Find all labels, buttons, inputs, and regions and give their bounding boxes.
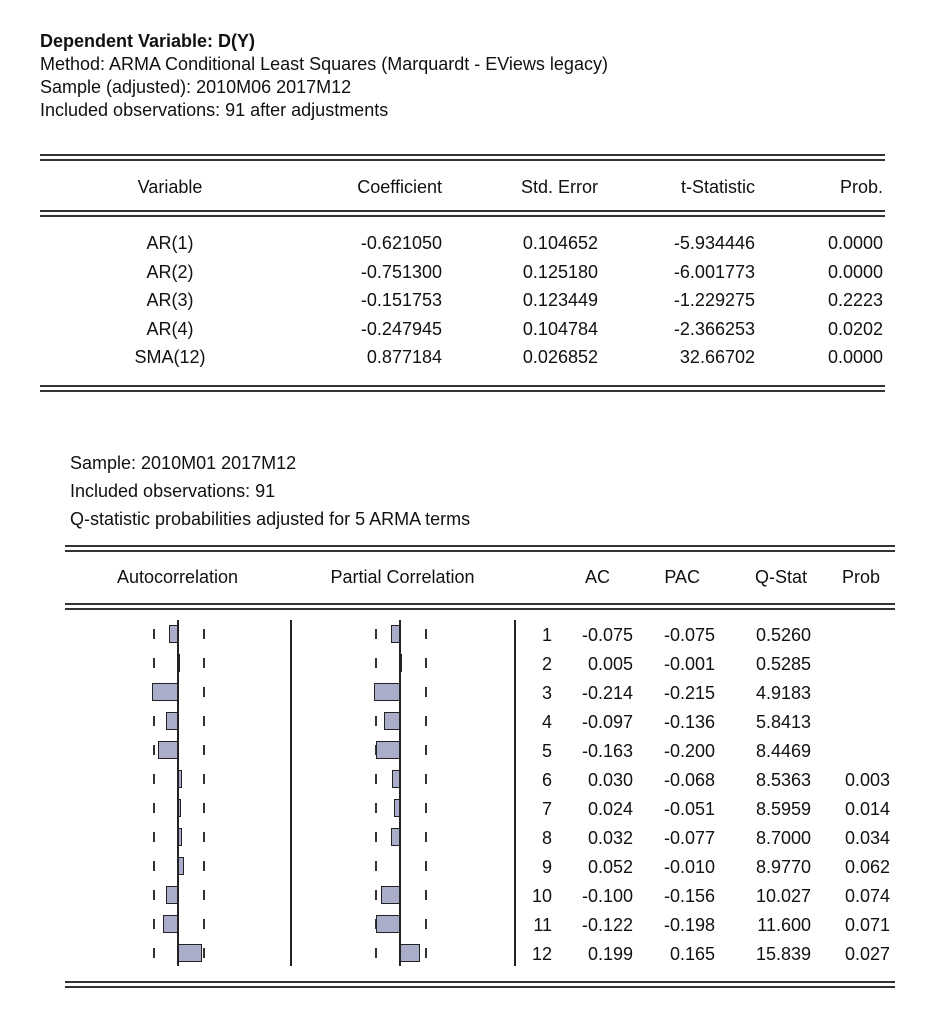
confidence-band-tick (203, 861, 205, 871)
pac-value: -0.075 (663, 625, 715, 645)
q-stat-value: 8.7000 (755, 828, 811, 848)
prob-value: 0.014 (844, 799, 890, 819)
confidence-band-tick (375, 803, 377, 813)
pac-value: -0.010 (663, 857, 715, 877)
table-header-rule (40, 210, 885, 212)
ac-value: -0.214 (581, 683, 633, 703)
pac-value: -0.156 (663, 886, 715, 906)
prob-value: 0.062 (844, 857, 890, 877)
lag-number: 5 (541, 741, 552, 761)
regression-cell-variable: AR(4) (146, 318, 194, 339)
prob-value: 0.071 (844, 915, 890, 935)
lag-number: 6 (541, 770, 552, 790)
regression-cell-coefficient: -0.621050 (360, 233, 442, 253)
confidence-band-tick (153, 832, 155, 842)
prob-value: 0.074 (844, 886, 890, 906)
confidence-band-tick (153, 919, 155, 929)
pac-value: -0.068 (663, 770, 715, 790)
ac-bar (158, 741, 178, 759)
ac-bar (163, 915, 178, 933)
ac-bar (166, 712, 178, 730)
regression-cell-std-error: 0.125180 (522, 261, 598, 282)
confidence-band-tick (203, 629, 205, 639)
q-stat-value: 10.027 (755, 886, 811, 906)
confidence-band-tick (153, 745, 155, 755)
method-line: Method: ARMA Conditional Least Squares (Marquardt - EViews legacy) (40, 54, 608, 74)
regression-cell-variable: AR(3) (146, 290, 194, 311)
q-stat-value: 5.8413 (755, 712, 811, 732)
confidence-band-tick (375, 658, 377, 668)
correlogram-header-ac: AC (584, 567, 610, 587)
confidence-band-tick (375, 716, 377, 726)
prob-value: 0.027 (844, 944, 890, 964)
ac-value: 0.052 (587, 857, 633, 877)
regression-cell-coefficient: -0.247945 (360, 318, 442, 339)
pac-value: -0.136 (663, 712, 715, 732)
confidence-band-tick (425, 629, 427, 639)
prob-value: 0.003 (844, 770, 890, 790)
confidence-band-tick (375, 948, 377, 958)
regression-cell-variable: SMA(12) (134, 347, 206, 368)
confidence-band-tick (375, 832, 377, 842)
column-header-variable: Variable (137, 177, 203, 197)
ac-bar (178, 799, 181, 817)
confidence-band-tick (425, 803, 427, 813)
pac-value: -0.001 (663, 654, 715, 674)
confidence-band-tick (153, 658, 155, 668)
pac-bar (376, 741, 400, 759)
pac-bar (384, 712, 400, 730)
confidence-band-tick (203, 919, 205, 929)
column-header-t-statistic: t-Statistic (680, 177, 755, 197)
pac-bar (376, 915, 400, 933)
confidence-band-tick (153, 774, 155, 784)
correlogram-top-rule (65, 545, 895, 547)
regression-cell-variable: AR(1) (146, 233, 194, 253)
confidence-band-tick (425, 948, 427, 958)
lag-number: 10 (531, 886, 552, 906)
column-header-std-error: Std. Error (520, 177, 598, 197)
correlogram-header-prob: Prob (841, 567, 880, 587)
q-stat-value: 8.5959 (755, 799, 811, 819)
regression-cell-t-statistic: -5.934446 (673, 233, 755, 253)
pac-bar (394, 799, 400, 817)
confidence-band-tick (375, 890, 377, 900)
confidence-band-tick (375, 861, 377, 871)
confidence-band-tick (153, 890, 155, 900)
lag-number: 7 (541, 799, 552, 819)
ac-bar (178, 857, 184, 875)
regression-cell-std-error: 0.026852 (522, 347, 598, 368)
confidence-band-tick (153, 803, 155, 813)
confidence-band-tick (153, 629, 155, 639)
included-observations-line: Included observations: 91 after adjustments (40, 100, 389, 120)
confidence-band-tick (425, 658, 427, 668)
pac-value: -0.198 (663, 915, 715, 935)
q-stat-value: 8.4469 (755, 741, 811, 761)
regression-cell-t-statistic: -6.001773 (673, 261, 755, 282)
prob-value: 0.034 (844, 828, 890, 848)
regression-cell-prob: 0.2223 (827, 290, 883, 311)
pac-value: -0.051 (663, 799, 715, 819)
ac-value: 0.199 (587, 944, 633, 964)
confidence-band-tick (203, 803, 205, 813)
ac-bar (152, 683, 178, 701)
q-stat-value: 11.600 (757, 915, 811, 935)
pac-bar (400, 654, 402, 672)
confidence-band-tick (153, 716, 155, 726)
ac-bar (178, 828, 182, 846)
confidence-band-tick (425, 687, 427, 697)
ac-value: -0.100 (581, 886, 633, 906)
ac-value: -0.122 (581, 915, 633, 935)
ac-value: -0.097 (581, 712, 633, 732)
correlogram-header-pac: PAC (664, 567, 700, 587)
ac-value: 0.030 (587, 770, 633, 790)
confidence-band-tick (203, 716, 205, 726)
pac-value: -0.077 (663, 828, 715, 848)
lag-number: 9 (541, 857, 552, 877)
ac-bar (169, 625, 178, 643)
confidence-band-tick (203, 687, 205, 697)
regression-cell-prob: 0.0000 (827, 347, 883, 368)
regression-cell-prob: 0.0000 (827, 261, 883, 282)
lag-number: 8 (541, 828, 552, 848)
regression-cell-variable: AR(2) (146, 261, 194, 282)
pac-bar (391, 625, 400, 643)
pac-value: 0.165 (669, 944, 715, 964)
regression-cell-t-statistic: -2.366253 (673, 318, 755, 339)
pac-bar (381, 886, 400, 904)
q-stat-value: 0.5285 (755, 654, 811, 674)
confidence-band-tick (425, 919, 427, 929)
correlogram-sample-line: Sample: 2010M01 2017M12 (70, 453, 297, 473)
correlogram-header-autocorrelation: Autocorrelation (116, 567, 239, 587)
lag-number: 2 (541, 654, 552, 674)
confidence-band-tick (203, 774, 205, 784)
pac-value: -0.200 (663, 741, 715, 761)
confidence-band-tick (203, 832, 205, 842)
confidence-band-tick (375, 774, 377, 784)
q-stat-value: 4.9183 (755, 683, 811, 703)
pac-bar (392, 770, 400, 788)
ac-value: -0.075 (581, 625, 633, 645)
confidence-band-tick (375, 629, 377, 639)
regression-cell-std-error: 0.104652 (522, 233, 598, 253)
regression-cell-t-statistic: 32.66702 (679, 347, 755, 368)
correlogram-observations-line: Included observations: 91 (70, 481, 276, 501)
lag-number: 1 (541, 625, 552, 645)
dependent-variable-title: Dependent Variable: D(Y) (40, 31, 256, 51)
ac-value: 0.032 (587, 828, 633, 848)
table-bottom-rule (40, 385, 885, 387)
confidence-band-tick (153, 948, 155, 958)
ac-bar (178, 944, 202, 962)
confidence-band-tick (425, 745, 427, 755)
ac-bar (178, 770, 182, 788)
regression-cell-t-statistic: -1.229275 (673, 290, 755, 311)
confidence-band-tick (203, 948, 205, 958)
regression-cell-coefficient: 0.877184 (366, 347, 442, 368)
confidence-band-tick (425, 716, 427, 726)
confidence-band-tick (203, 745, 205, 755)
confidence-band-tick (425, 774, 427, 784)
correlogram-header-q-stat: Q-Stat (754, 567, 807, 587)
confidence-band-tick (425, 832, 427, 842)
pac-bar (391, 828, 400, 846)
regression-cell-std-error: 0.104784 (522, 318, 598, 339)
lag-number: 3 (541, 683, 552, 703)
pac-bar (399, 857, 401, 875)
correlogram-bottom-rule (65, 981, 895, 983)
pac-bar (400, 944, 420, 962)
q-stat-value: 0.5260 (755, 625, 811, 645)
q-stat-value: 8.5363 (755, 770, 811, 790)
correlogram-header-rule (65, 603, 895, 605)
sample-adjusted-line: Sample (adjusted): 2010M06 2017M12 (40, 77, 352, 97)
regression-cell-prob: 0.0000 (827, 233, 883, 253)
regression-cell-coefficient: -0.151753 (360, 290, 442, 311)
ac-bar (166, 886, 178, 904)
pac-value: -0.215 (663, 683, 715, 703)
q-stat-value: 8.9770 (755, 857, 811, 877)
correlogram-note-line: Q-statistic probabilities adjusted for 5 ARMA terms (70, 509, 471, 529)
correlogram-header-partial-correlation: Partial Correlation (330, 567, 475, 587)
confidence-band-tick (203, 658, 205, 668)
q-stat-value: 15.839 (755, 944, 811, 964)
lag-number: 4 (541, 712, 552, 732)
confidence-band-tick (425, 890, 427, 900)
table-top-rule (40, 154, 885, 156)
confidence-band-tick (425, 861, 427, 871)
ac-value: 0.024 (587, 799, 633, 819)
regression-cell-prob: 0.0202 (827, 318, 883, 339)
ac-bar (178, 654, 180, 672)
column-header-prob: Prob. (839, 177, 883, 197)
regression-cell-coefficient: -0.751300 (360, 261, 442, 282)
confidence-band-tick (153, 861, 155, 871)
lag-number: 12 (531, 944, 552, 964)
regression-cell-std-error: 0.123449 (522, 290, 598, 311)
pac-bar (374, 683, 400, 701)
ac-value: -0.163 (581, 741, 633, 761)
ac-value: 0.005 (587, 654, 633, 674)
lag-number: 11 (533, 915, 552, 935)
correlogram-separator (290, 620, 292, 966)
confidence-band-tick (203, 890, 205, 900)
column-header-coefficient: Coefficient (357, 177, 442, 197)
